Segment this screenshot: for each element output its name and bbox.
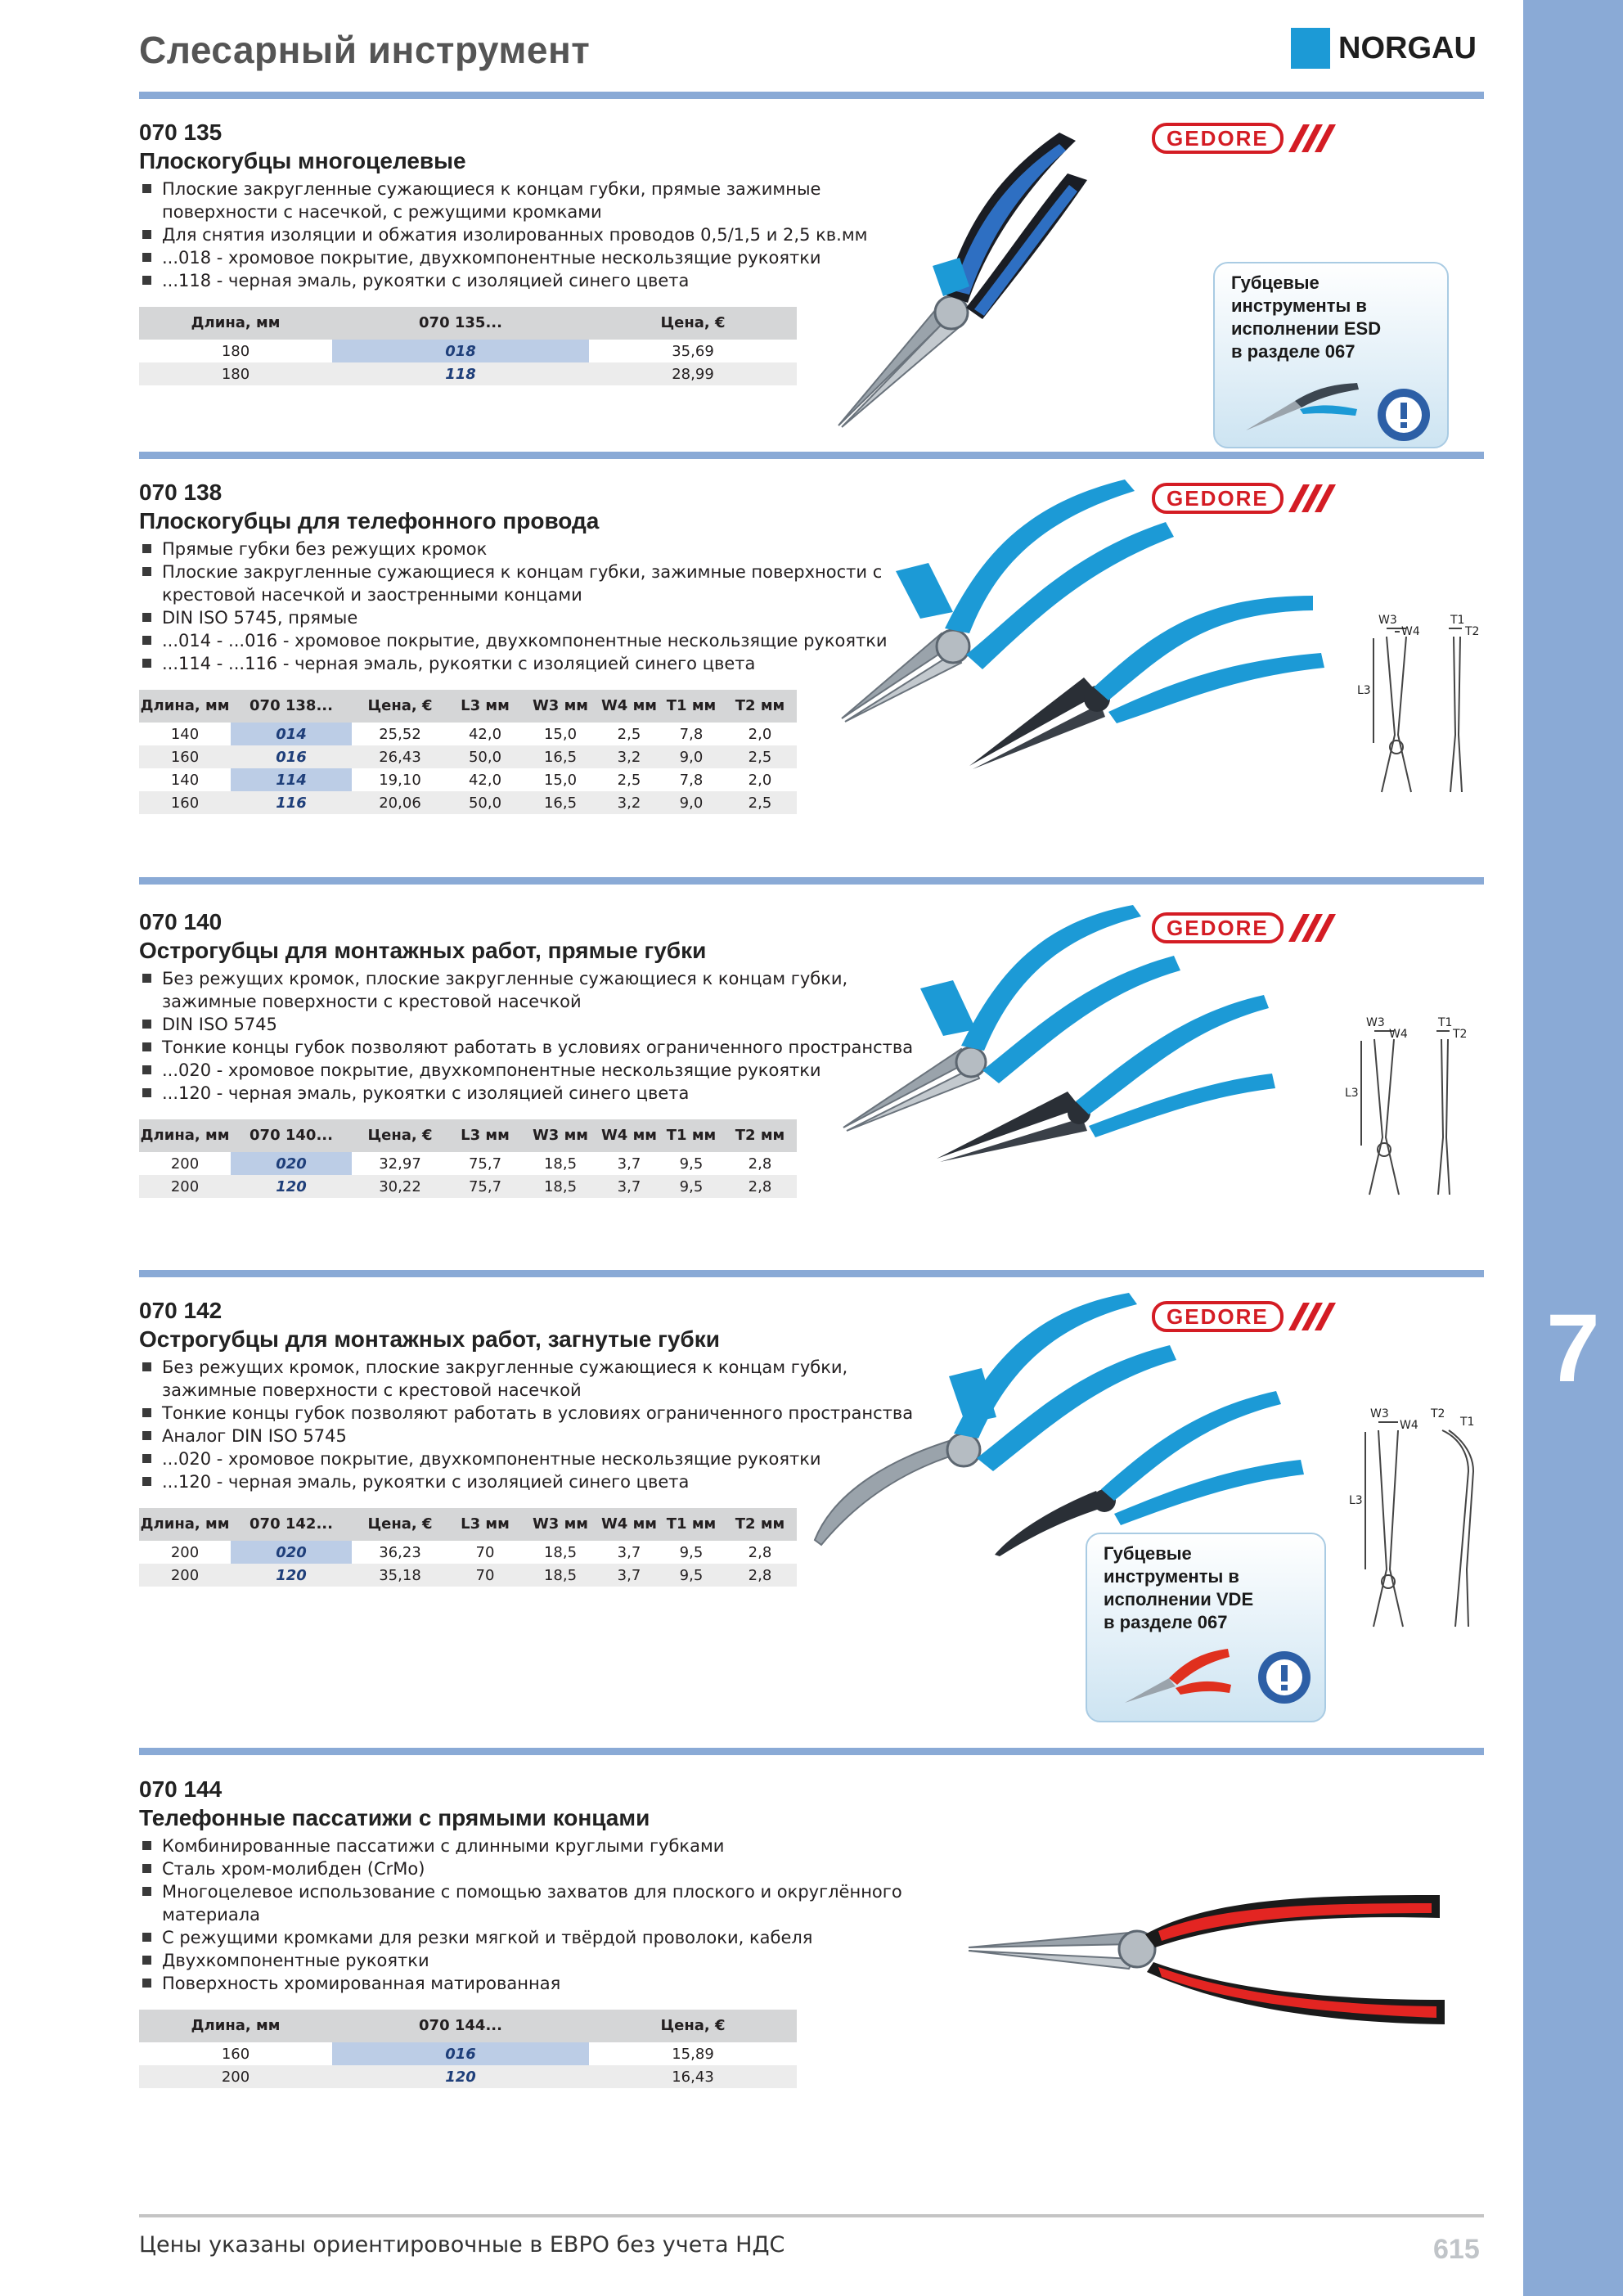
feature-item: ...020 - хромовое покрытие, двухкомпонентные нескользящие рукоятки bbox=[139, 1447, 924, 1470]
article-cell: 020 bbox=[231, 1541, 352, 1564]
cell: 42,0 bbox=[468, 725, 502, 743]
article-cell: 118 bbox=[332, 362, 589, 385]
cell: 7,8 bbox=[679, 725, 704, 743]
article-cell: 114 bbox=[231, 768, 352, 791]
spec-table bbox=[139, 1508, 797, 1587]
price-cell: 26,43 bbox=[352, 745, 448, 768]
cell: 9,5 bbox=[679, 1155, 704, 1173]
cell: 50,0 bbox=[448, 791, 522, 814]
info-box-text: Губцевые инструменты в исполнении VDE в разделе 067 bbox=[1104, 1543, 1254, 1632]
product-code: 070 142 bbox=[139, 1298, 223, 1323]
pliers-image bbox=[838, 473, 1329, 776]
cell: 3,7 bbox=[599, 1175, 659, 1198]
feature-item: Для снятия изоляции и обжатия изолированных проводов 0,5/1,5 и 2,5 кв.мм bbox=[139, 223, 924, 246]
product-code: 070 144 bbox=[139, 1776, 223, 1802]
esd-info-box bbox=[1213, 262, 1449, 448]
product-name: Острогубцы для монтажных работ, загнутые губки bbox=[139, 1326, 720, 1352]
cell: 2,5 bbox=[723, 745, 797, 768]
article-cell: 018 bbox=[332, 340, 589, 362]
cell: 9,5 bbox=[679, 1543, 704, 1561]
cell: 7,8 bbox=[679, 771, 704, 789]
table-row bbox=[139, 1175, 797, 1198]
feature-item: Тонкие концы губок позволяют работать в условиях ограниченного пространства bbox=[139, 1036, 924, 1059]
article-cell: 120 bbox=[231, 1175, 352, 1198]
cell: 2,8 bbox=[723, 1564, 797, 1587]
feature-list bbox=[139, 538, 924, 675]
divider bbox=[139, 877, 1484, 885]
col-header: T1 мм bbox=[659, 1119, 723, 1152]
dimension-drawing bbox=[1354, 612, 1493, 800]
col-header: Цена, € bbox=[352, 690, 448, 723]
cell: 140 bbox=[170, 771, 200, 789]
cell: 200 bbox=[139, 1564, 231, 1587]
gedore-logo bbox=[1152, 123, 1336, 154]
brand-logo bbox=[1291, 28, 1477, 69]
col-header: T2 мм bbox=[723, 690, 797, 723]
table-row bbox=[139, 362, 797, 385]
footer-divider bbox=[139, 2214, 1484, 2217]
cell: 160 bbox=[139, 745, 231, 768]
article-cell: 016 bbox=[332, 2042, 589, 2065]
product-name: Телефонные пассатижи с прямыми концами bbox=[139, 1805, 650, 1830]
cell: 9,5 bbox=[659, 1175, 723, 1198]
article-cell: 116 bbox=[231, 791, 352, 814]
feature-item: Двухкомпонентные рукоятки bbox=[139, 1949, 982, 1972]
product-code: 070 138 bbox=[139, 479, 223, 505]
cell: 2,8 bbox=[723, 1175, 797, 1198]
product-code: 070 140 bbox=[139, 909, 223, 934]
col-header: Длина, мм bbox=[139, 1119, 231, 1152]
feature-item: Без режущих кромок, плоские закругленные сужающиеся к концам губки, зажимные поверхности с крестовой насечкой bbox=[139, 967, 924, 1013]
table-row bbox=[139, 791, 797, 814]
price-cell: 20,06 bbox=[352, 791, 448, 814]
col-header: Цена, € bbox=[352, 1508, 448, 1541]
cell: 9,0 bbox=[659, 745, 723, 768]
pliers-image bbox=[810, 1286, 1333, 1556]
col-header: L3 мм bbox=[448, 1119, 522, 1152]
product-name: Плоскогубцы для телефонного провода bbox=[139, 508, 600, 533]
price-cell: 36,23 bbox=[379, 1543, 421, 1561]
feature-list bbox=[139, 1356, 924, 1493]
pliers-image bbox=[822, 123, 1108, 434]
feature-item: ...014 - ...016 - хромовое покрытие, двухкомпонентные нескользящие рукоятки bbox=[139, 629, 924, 652]
col-header: L3 мм bbox=[448, 690, 522, 723]
table-row bbox=[139, 1564, 797, 1587]
dim-label: T1 bbox=[1450, 614, 1465, 627]
cell: 200 bbox=[170, 1155, 200, 1173]
col-header: Цена, € bbox=[589, 307, 797, 340]
price-cell: 32,97 bbox=[379, 1155, 421, 1173]
cell: 2,8 bbox=[748, 1543, 772, 1561]
col-header: T2 мм bbox=[723, 1119, 797, 1152]
feature-item: ...120 - черная эмаль, рукоятки с изоляцией синего цвета bbox=[139, 1082, 924, 1105]
feature-list bbox=[139, 967, 924, 1105]
cell: 15,0 bbox=[543, 771, 578, 789]
dimension-drawing bbox=[1342, 1015, 1481, 1203]
gedore-stripes-icon bbox=[1284, 123, 1336, 154]
feature-item: С режущими кромками для резки мягкой и твёрдой проволоки, кабеля bbox=[139, 1926, 982, 1949]
product-section-070140 bbox=[139, 908, 1484, 1198]
dim-label: W3 bbox=[1378, 614, 1397, 627]
table-row bbox=[139, 745, 797, 768]
col-header: W4 мм bbox=[599, 690, 659, 723]
price-cell: 16,43 bbox=[589, 2065, 797, 2088]
col-header: 070 144... bbox=[332, 2010, 589, 2042]
feature-item: Многоцелевое использование с помощью захватов для плоского и округлённого материала bbox=[139, 1880, 982, 1926]
length-cell: 160 bbox=[221, 2045, 250, 2063]
footer-note: Цены указаны ориентировочные в ЕВРО без учета НДС bbox=[139, 2232, 785, 2258]
article-cell: 016 bbox=[231, 745, 352, 768]
table-row bbox=[139, 1541, 797, 1564]
price-cell: 25,52 bbox=[379, 725, 421, 743]
cell: 18,5 bbox=[543, 1543, 578, 1561]
cell: 2,5 bbox=[723, 791, 797, 814]
cell: 140 bbox=[170, 725, 200, 743]
col-header: Длина, мм bbox=[139, 690, 231, 723]
gedore-stripes-icon bbox=[1284, 912, 1336, 943]
price-cell: 30,22 bbox=[352, 1175, 448, 1198]
chapter-sidebar bbox=[1523, 0, 1623, 2296]
col-header: W4 мм bbox=[599, 1508, 659, 1541]
article-cell: 014 bbox=[231, 723, 352, 745]
cell: 16,5 bbox=[522, 791, 599, 814]
col-header: 070 135... bbox=[332, 307, 589, 340]
pliers-image bbox=[965, 1890, 1448, 2029]
table-row bbox=[139, 1152, 797, 1175]
col-header: W4 мм bbox=[599, 1119, 659, 1152]
cell: 2,0 bbox=[748, 771, 772, 789]
cell: 200 bbox=[139, 1175, 231, 1198]
col-header: T2 мм bbox=[723, 1508, 797, 1541]
article-cell: 020 bbox=[231, 1152, 352, 1175]
cell: 70 bbox=[475, 1543, 495, 1561]
feature-item: ...120 - черная эмаль, рукоятки с изоляцией синего цвета bbox=[139, 1470, 924, 1493]
col-header: W3 мм bbox=[522, 690, 599, 723]
price-cell: 35,69 bbox=[672, 342, 714, 360]
length-cell: 200 bbox=[139, 2065, 332, 2088]
feature-item: Сталь хром-молибден (CrMo) bbox=[139, 1857, 982, 1880]
table-row bbox=[139, 723, 797, 745]
feature-list bbox=[139, 1835, 982, 1995]
cell: 2,5 bbox=[617, 771, 641, 789]
cell: 18,5 bbox=[522, 1564, 599, 1587]
article-cell: 120 bbox=[332, 2065, 589, 2088]
vde-pliers-icon bbox=[1120, 1642, 1234, 1709]
price-cell: 28,99 bbox=[589, 362, 797, 385]
cell: 18,5 bbox=[522, 1175, 599, 1198]
dimension-drawing bbox=[1346, 1406, 1493, 1635]
gedore-label: GEDORE bbox=[1152, 1301, 1284, 1332]
divider bbox=[139, 92, 1484, 99]
gedore-label: GEDORE bbox=[1152, 123, 1284, 154]
vde-info-box bbox=[1086, 1533, 1326, 1722]
cell: 3,2 bbox=[599, 791, 659, 814]
page-number: 615 bbox=[1433, 2234, 1480, 2265]
cell: 70 bbox=[448, 1564, 522, 1587]
cell: 75,7 bbox=[448, 1175, 522, 1198]
table-row bbox=[139, 2042, 797, 2065]
spec-table bbox=[139, 307, 797, 385]
spec-table bbox=[139, 690, 797, 814]
exclamation-badge-icon bbox=[1256, 1649, 1313, 1706]
feature-item: Тонкие концы губок позволяют работать в условиях ограниченного пространства bbox=[139, 1402, 924, 1425]
cell: 16,5 bbox=[522, 745, 599, 768]
col-header: L3 мм bbox=[448, 1508, 522, 1541]
cell: 2,0 bbox=[748, 725, 772, 743]
spec-table bbox=[139, 2010, 797, 2088]
cell: 15,0 bbox=[543, 725, 578, 743]
cell: 3,2 bbox=[599, 745, 659, 768]
dim-label: T1 bbox=[1438, 1016, 1453, 1029]
exclamation-badge-icon bbox=[1375, 386, 1432, 443]
price-cell: 35,18 bbox=[352, 1564, 448, 1587]
dim-label: L3 bbox=[1349, 1494, 1363, 1507]
col-header: 070 142... bbox=[231, 1508, 352, 1541]
price-cell: 15,89 bbox=[672, 2045, 714, 2063]
feature-item: ...018 - хромовое покрытие, двухкомпонентные нескользящие рукоятки bbox=[139, 246, 924, 269]
product-name: Плоскогубцы многоцелевые bbox=[139, 148, 466, 173]
esd-pliers-icon bbox=[1238, 378, 1360, 435]
product-name: Острогубцы для монтажных работ, прямые губки bbox=[139, 938, 707, 963]
dim-label: T2 bbox=[1453, 1028, 1468, 1041]
cell: 3,7 bbox=[617, 1155, 641, 1173]
col-header: W3 мм bbox=[522, 1508, 599, 1541]
cell: 3,7 bbox=[599, 1564, 659, 1587]
price-cell: 19,10 bbox=[379, 771, 421, 789]
cell: 50,0 bbox=[448, 745, 522, 768]
gedore-label: GEDORE bbox=[1152, 912, 1284, 943]
col-header: Цена, € bbox=[589, 2010, 797, 2042]
feature-item: Комбинированные пассатижи с длинными круглыми губками bbox=[139, 1835, 982, 1857]
dim-label: L3 bbox=[1345, 1087, 1359, 1100]
col-header: 070 138... bbox=[231, 690, 352, 723]
feature-item: DIN ISO 5745 bbox=[139, 1013, 924, 1036]
spec-table bbox=[139, 1119, 797, 1198]
col-header: Длина, мм bbox=[139, 307, 332, 340]
feature-item: Плоские закругленные сужающиеся к концам губки, зажимные поверхности с крестовой насечкой и заостренными концами bbox=[139, 560, 924, 606]
cell: 2,8 bbox=[748, 1155, 772, 1173]
feature-item: Плоские закругленные сужающиеся к концам губки, прямые зажимные поверхности с насечкой, с режущими кромками bbox=[139, 178, 924, 223]
feature-list bbox=[139, 178, 924, 292]
feature-item: Без режущих кромок, плоские закругленные сужающиеся к концам губки, зажимные поверхности с крестовой насечкой bbox=[139, 1356, 924, 1402]
dim-label: T2 bbox=[1431, 1407, 1445, 1420]
cell: 160 bbox=[139, 791, 231, 814]
page-title: Слесарный инструмент bbox=[139, 29, 591, 71]
col-header: Длина, мм bbox=[139, 2010, 332, 2042]
divider bbox=[139, 1748, 1484, 1755]
product-code: 070 135 bbox=[139, 119, 223, 145]
feature-item: Прямые губки без режущих кромок bbox=[139, 538, 924, 560]
feature-item: ...118 - черная эмаль, рукоятки с изоляцией синего цвета bbox=[139, 269, 924, 292]
divider bbox=[139, 452, 1484, 459]
gedore-label: GEDORE bbox=[1152, 483, 1284, 514]
col-header: T1 мм bbox=[659, 1508, 723, 1541]
feature-item: Поверхность хромированная матированная bbox=[139, 1972, 982, 1995]
table-row bbox=[139, 340, 797, 362]
col-header: W3 мм bbox=[522, 1119, 599, 1152]
col-header: Длина, мм bbox=[139, 1508, 231, 1541]
cell: 75,7 bbox=[468, 1155, 502, 1173]
brand-square-icon bbox=[1291, 28, 1330, 69]
cell: 2,5 bbox=[617, 725, 641, 743]
info-box-text: Губцевые инструменты в исполнении ESD в разделе 067 bbox=[1231, 272, 1382, 362]
col-header: Цена, € bbox=[352, 1119, 448, 1152]
pliers-image bbox=[838, 898, 1280, 1168]
cell: 42,0 bbox=[468, 771, 502, 789]
divider bbox=[139, 1270, 1484, 1277]
feature-item: DIN ISO 5745, прямые bbox=[139, 606, 924, 629]
feature-item: Аналог DIN ISO 5745 bbox=[139, 1425, 924, 1447]
brand-name: NORGAU bbox=[1338, 30, 1477, 65]
cell: 9,0 bbox=[659, 791, 723, 814]
col-header: T1 мм bbox=[659, 690, 723, 723]
dim-label: W4 bbox=[1401, 625, 1420, 638]
table-row bbox=[139, 2065, 797, 2088]
col-header: 070 140... bbox=[231, 1119, 352, 1152]
dim-label: W4 bbox=[1389, 1028, 1408, 1041]
length-cell: 180 bbox=[139, 362, 332, 385]
chapter-number: 7 bbox=[1546, 1294, 1600, 1402]
article-cell: 120 bbox=[231, 1564, 352, 1587]
dim-label: W4 bbox=[1400, 1419, 1418, 1432]
feature-item: ...020 - хромовое покрытие, двухкомпонентные нескользящие рукоятки bbox=[139, 1059, 924, 1082]
dim-label: W3 bbox=[1366, 1016, 1385, 1029]
dim-label: T1 bbox=[1460, 1416, 1475, 1429]
feature-item: ...114 - ...116 - черная эмаль, рукоятки с изоляцией синего цвета bbox=[139, 652, 924, 675]
length-cell: 180 bbox=[221, 342, 250, 360]
dim-label: T2 bbox=[1465, 625, 1480, 638]
cell: 3,7 bbox=[617, 1543, 641, 1561]
dim-label: L3 bbox=[1357, 684, 1371, 697]
cell: 18,5 bbox=[543, 1155, 578, 1173]
cell: 9,5 bbox=[659, 1564, 723, 1587]
cell: 200 bbox=[170, 1543, 200, 1561]
table-row bbox=[139, 768, 797, 791]
dim-label: W3 bbox=[1370, 1407, 1389, 1420]
